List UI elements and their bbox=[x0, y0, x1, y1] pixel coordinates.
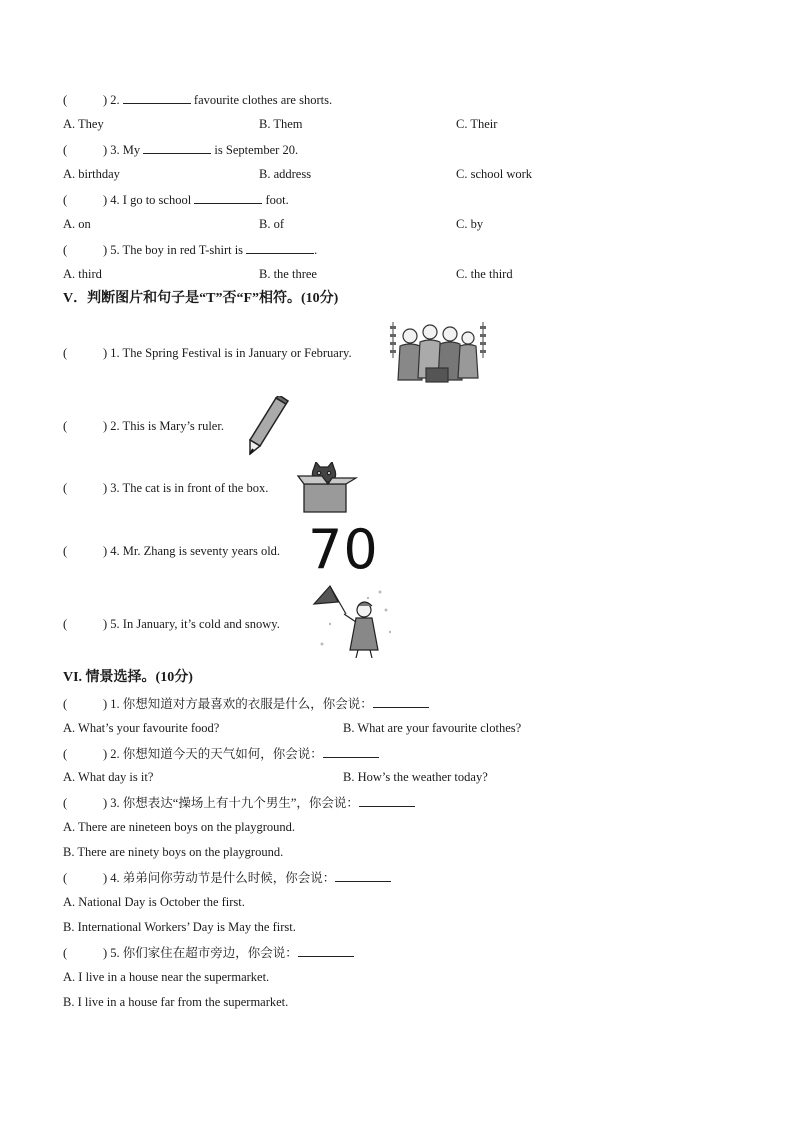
question-number: ) 3. My bbox=[103, 143, 141, 157]
answer-blank[interactable] bbox=[123, 91, 191, 104]
answer-blank[interactable] bbox=[323, 745, 379, 758]
option-a[interactable]: A. third bbox=[63, 267, 102, 281]
option-b[interactable]: B. Them bbox=[259, 117, 303, 131]
answer-paren[interactable]: ( bbox=[63, 697, 68, 711]
situation-question-2 bbox=[63, 745, 379, 762]
answer-blank[interactable] bbox=[246, 241, 314, 254]
option-c[interactable]: C. by bbox=[456, 217, 484, 231]
option-c[interactable]: C. Their bbox=[456, 117, 498, 131]
question-text: is September 20. bbox=[211, 143, 299, 157]
judge-item-4 bbox=[63, 543, 280, 559]
question-4-3 bbox=[63, 141, 298, 158]
option-c[interactable]: C. school work bbox=[456, 167, 533, 181]
situation-question-3 bbox=[63, 794, 415, 811]
answer-blank[interactable] bbox=[143, 141, 211, 154]
question-4-2 bbox=[63, 91, 332, 108]
judge-text: ) 2. This is Mary’s ruler. bbox=[103, 419, 224, 433]
situation-question-5 bbox=[63, 944, 354, 961]
judge-item-1 bbox=[63, 345, 352, 361]
answer-paren[interactable]: ( bbox=[63, 747, 68, 761]
question-4-4 bbox=[63, 191, 289, 208]
answer-blank[interactable] bbox=[373, 695, 429, 708]
option-a[interactable]: A. birthday bbox=[63, 167, 120, 181]
cat-in-box-picture bbox=[296, 462, 358, 514]
judge-text: ) 3. The cat is in front of the box. bbox=[103, 481, 269, 495]
answer-paren[interactable]: ( bbox=[63, 617, 68, 631]
judge-text: ) 5. In January, it’s cold and snowy. bbox=[103, 617, 280, 631]
answer-paren[interactable]: ( bbox=[63, 796, 68, 810]
answer-paren[interactable]: ( bbox=[63, 419, 68, 433]
answer-paren[interactable]: ( bbox=[63, 481, 68, 495]
answer-blank[interactable] bbox=[335, 869, 391, 882]
judge-item-3 bbox=[63, 480, 268, 496]
judge-text: ) 1. The Spring Festival is in January or February. bbox=[103, 346, 352, 360]
question-text: . bbox=[314, 243, 318, 257]
option-b[interactable]: B. address bbox=[259, 167, 312, 181]
answer-paren[interactable]: ( bbox=[63, 193, 68, 207]
question-text: ) 3. 你想表达“操场上有十九个男生”，你会说： bbox=[103, 796, 359, 810]
question-text: favourite clothes are shorts. bbox=[190, 93, 333, 107]
option-a[interactable]: A. National Day is October the first. bbox=[63, 895, 245, 909]
answer-paren[interactable]: ( bbox=[63, 871, 68, 885]
answer-paren[interactable]: ( bbox=[63, 946, 68, 960]
option-b[interactable]: B. of bbox=[259, 217, 284, 231]
number-seventy-picture: 70 bbox=[308, 518, 379, 581]
option-b[interactable]: B. the three bbox=[259, 267, 317, 281]
spring-festival-family-picture bbox=[388, 318, 488, 390]
answer-blank[interactable] bbox=[194, 191, 262, 204]
option-a[interactable]: A. I live in a house near the supermarket. bbox=[63, 970, 270, 984]
option-c[interactable]: C. the third bbox=[456, 267, 513, 281]
question-text: ) 4. 弟弟问你劳动节是什么时候，你会说： bbox=[103, 871, 336, 885]
pencil-picture bbox=[244, 396, 290, 456]
question-text: ) 1. 你想知道对方最喜欢的衣服是什么，你会说： bbox=[103, 697, 373, 711]
question-text: ) 5. 你们家住在超市旁边，你会说： bbox=[103, 946, 298, 960]
section-heading-vi: VI. 情景选择。(10分) bbox=[63, 670, 193, 685]
option-b[interactable]: B. I live in a house far from the supermarket. bbox=[63, 995, 289, 1009]
option-a[interactable]: A. There are nineteen boys on the playground. bbox=[63, 820, 295, 834]
option-b[interactable]: B. What are your favourite clothes? bbox=[343, 721, 522, 735]
option-b[interactable]: B. How’s the weather today? bbox=[343, 770, 488, 784]
judge-text: ) 4. Mr. Zhang is seventy years old. bbox=[103, 544, 281, 558]
question-number: ) 4. I go to school bbox=[103, 193, 192, 207]
option-a[interactable]: A. What’s your favourite food? bbox=[63, 721, 220, 735]
question-number: ) 5. The boy in red T-shirt is bbox=[103, 243, 244, 257]
answer-blank[interactable] bbox=[298, 944, 354, 957]
answer-paren[interactable]: ( bbox=[63, 544, 68, 558]
answer-paren[interactable]: ( bbox=[63, 346, 68, 360]
girl-in-snow-picture bbox=[310, 584, 394, 662]
judge-item-5 bbox=[63, 616, 280, 632]
question-4-5 bbox=[63, 241, 317, 258]
answer-blank[interactable] bbox=[359, 794, 415, 807]
section-heading-v: V．判断图片和句子是“T”否“F”相符。(10分) bbox=[63, 291, 339, 306]
option-a[interactable]: A. What day is it? bbox=[63, 770, 154, 784]
judge-item-2 bbox=[63, 418, 224, 434]
answer-paren[interactable]: ( bbox=[63, 93, 68, 107]
question-text: foot. bbox=[262, 193, 289, 207]
question-number: ) 2. bbox=[103, 93, 120, 107]
question-text: ) 2. 你想知道今天的天气如何，你会说： bbox=[103, 747, 323, 761]
option-b[interactable]: B. There are ninety boys on the playground. bbox=[63, 845, 284, 859]
situation-question-4 bbox=[63, 869, 391, 886]
option-b[interactable]: B. International Workers’ Day is May the first. bbox=[63, 920, 296, 934]
answer-paren[interactable]: ( bbox=[63, 143, 68, 157]
option-a[interactable]: A. on bbox=[63, 217, 91, 231]
answer-paren[interactable]: ( bbox=[63, 243, 68, 257]
situation-question-1 bbox=[63, 695, 429, 712]
option-a[interactable]: A. They bbox=[63, 117, 104, 131]
